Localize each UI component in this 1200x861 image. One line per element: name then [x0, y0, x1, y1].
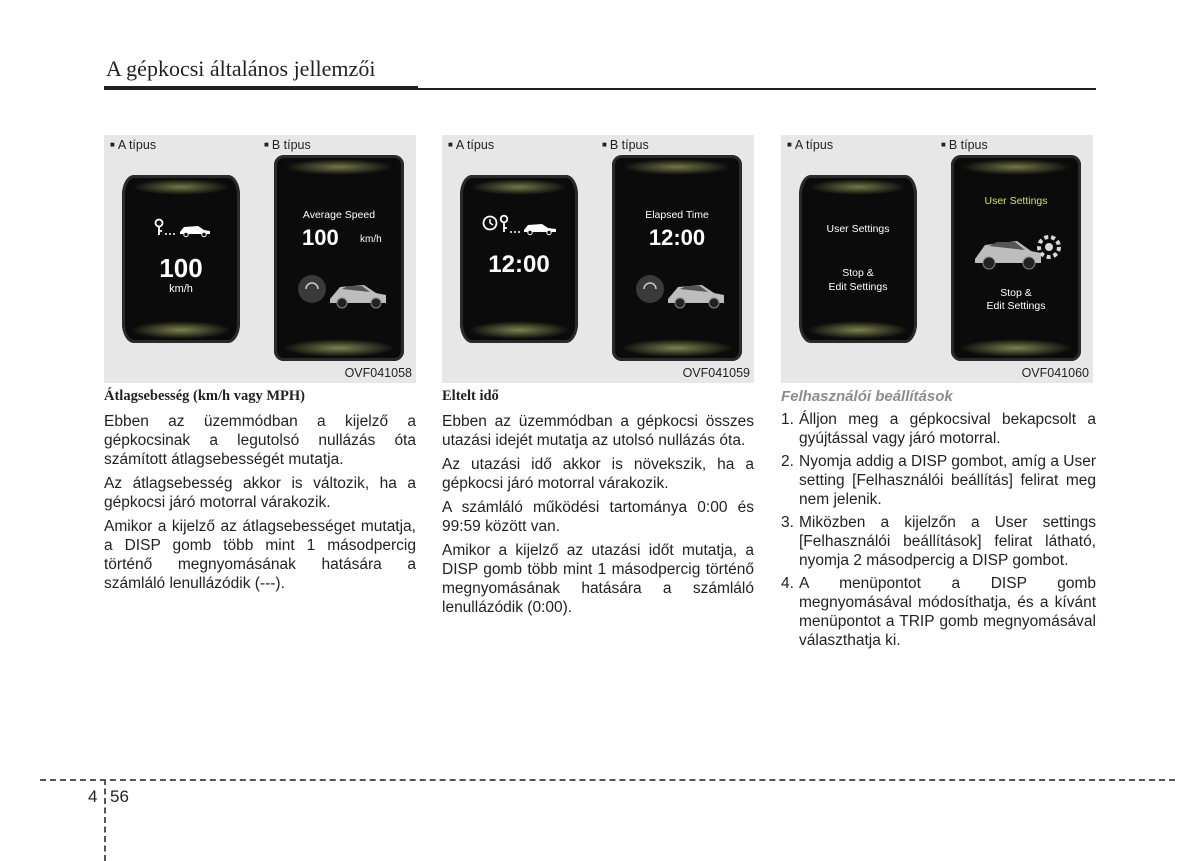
- steps-list: [781, 410, 1096, 650]
- figure-label-b: ■ B típus: [264, 138, 311, 152]
- paragraph: Ebben az üzemmódban a kijelző a gépkocsinak a legutolsó nullázás óta számított átlagsebességét mutatja.: [104, 413, 416, 468]
- figure-label-b: ■ B típus: [602, 138, 649, 152]
- column-user-settings: [781, 387, 1096, 654]
- screen-b-title: User Settings: [984, 195, 1048, 207]
- screen-b-time-value: 12:00: [648, 225, 706, 250]
- screen-b-title: Average Speed: [302, 209, 376, 221]
- screen-a-menu-user-settings: User Settings: [826, 223, 890, 235]
- section-heading: Felhasználói beállítások: [781, 388, 953, 405]
- list-item: 3. Miközben a kijelzőn a User settings [Felhasználói beállítások] felirat látható, nyomja 2 másodpercig a DISP gombot.: [781, 514, 1096, 569]
- screen-a-speed-unit: km/h: [169, 283, 193, 295]
- display-type-a: [799, 175, 917, 343]
- paragraph: Amikor a kijelző az átlagsebességet mutatja, a DISP gomb több mint 1 másodpercig történő megnyomásának hatására a számláló lenullázódik (---).: [104, 518, 416, 592]
- header-rule-thick: [104, 86, 418, 90]
- header-rule-thin: [418, 88, 1096, 90]
- screen-a-time-value: 12:00: [488, 251, 550, 278]
- column-average-speed: [104, 387, 416, 598]
- list-item: 2. Nyomja addig a DISP gombot, amíg a User setting [Felhasználói beállítás] felirat meg nem jelenik.: [781, 453, 1096, 508]
- footer-vertical-divider: [104, 779, 106, 861]
- car-settings-gear-icon: [969, 219, 1065, 275]
- figure-label-a: ■ A típus: [448, 138, 495, 152]
- list-item: 4. A menüpontot a DISP gomb megnyomásával módosíthatja, és a kívánt menüpontot a TRIP gomb megnyomásával választhatja ki.: [781, 575, 1096, 649]
- figure-average-speed: [104, 135, 416, 383]
- list-item: 1. Álljon meg a gépkocsival bekapcsolt a gyújtással vagy járó motorral.: [781, 411, 1096, 447]
- figure-code: OVF041060: [1021, 366, 1089, 380]
- figure-label-b: ■ B típus: [941, 138, 988, 152]
- figure-user-settings: [781, 135, 1093, 383]
- screen-a-menu-edit-settings: Edit Settings: [828, 281, 888, 293]
- page-number: 56: [110, 787, 129, 806]
- display-type-b: [951, 155, 1081, 361]
- figure-elapsed-time: [442, 135, 754, 383]
- page-header-title: A gépkocsi általános jellemzői: [106, 56, 376, 81]
- car-gauge-icon: [630, 267, 730, 317]
- figure-code: OVF041058: [344, 366, 412, 380]
- key-car-icon: [154, 217, 216, 239]
- figure-code: OVF041059: [682, 366, 750, 380]
- paragraph: Az átlagsebesség akkor is változik, ha a gépkocsi járó motorral várakozik.: [104, 475, 416, 511]
- display-type-b: [612, 155, 742, 361]
- screen-b-speed-unit: km/h: [360, 234, 382, 245]
- paragraph: A számláló működési tartománya 0:00 és 99:59 között van.: [442, 499, 754, 535]
- screen-b-speed-value: 100: [302, 225, 339, 250]
- screen-b-menu-edit-settings: Edit Settings: [986, 300, 1046, 312]
- paragraph: Az utazási idő akkor is növekszik, ha a gépkocsi járó motorral várakozik.: [442, 456, 754, 492]
- screen-b-menu-stop: Stop &: [1000, 287, 1032, 299]
- display-type-a: [460, 175, 578, 343]
- screen-a-menu-stop: Stop &: [842, 267, 874, 279]
- section-heading: Eltelt idő: [442, 388, 499, 404]
- figure-label-a: ■ A típus: [110, 138, 157, 152]
- column-elapsed-time: [442, 387, 754, 622]
- display-type-a: [122, 175, 240, 343]
- clock-key-car-icon: [482, 213, 560, 237]
- screen-b-title: Elapsed Time: [645, 209, 709, 221]
- paragraph: Ebben az üzemmódban a gépkocsi összes utazási idejét mutatja az utolsó nullázás óta.: [442, 413, 754, 449]
- paragraph: Amikor a kijelző az utazási időt mutatja, a DISP gomb több mint 1 másodpercig történő megnyomásának hatására a számláló lenullázódik (0:00).: [442, 542, 754, 616]
- screen-a-speed-value: 100: [159, 253, 203, 283]
- section-heading: Átlagsebesség (km/h vagy MPH): [104, 388, 305, 404]
- chapter-number: 4: [88, 787, 98, 806]
- footer-divider: [40, 779, 1175, 781]
- display-type-b: [274, 155, 404, 361]
- car-gauge-icon: [292, 267, 392, 317]
- figure-label-a: ■ A típus: [787, 138, 834, 152]
